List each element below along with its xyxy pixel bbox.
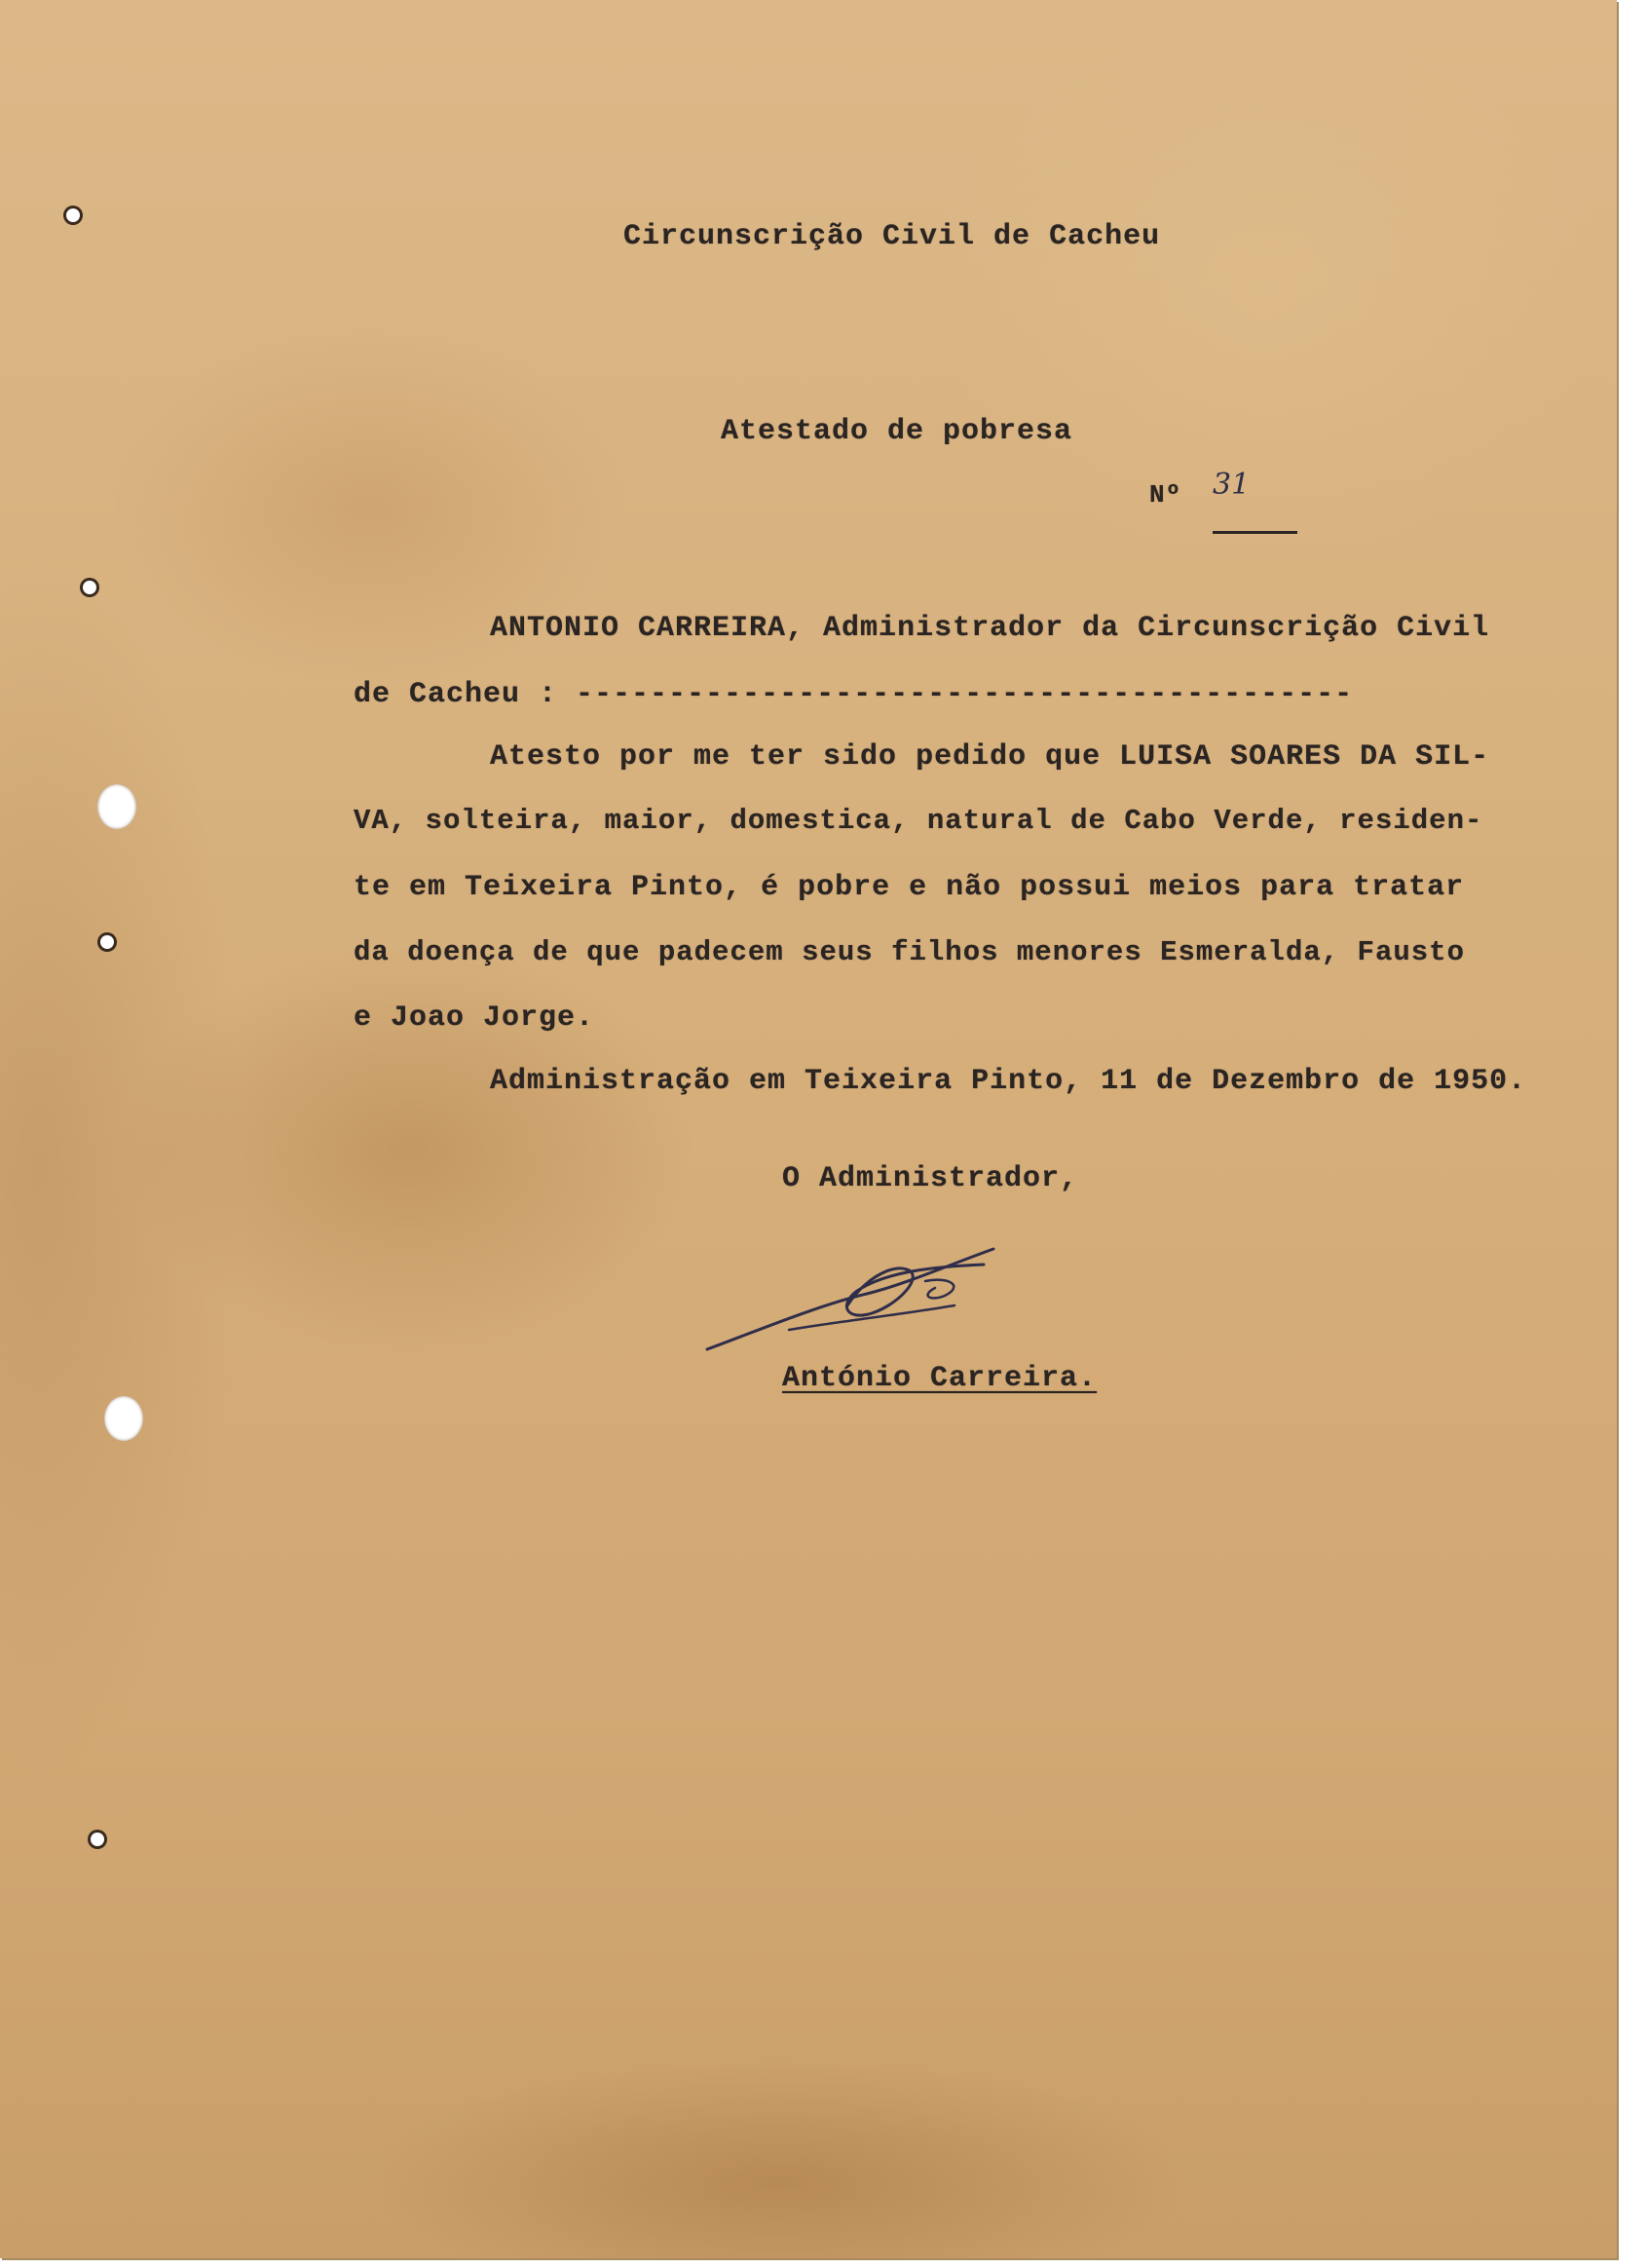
signatory-name: António Carreira. <box>782 1362 1098 1395</box>
body-line: e Joao Jorge. <box>354 1002 595 1035</box>
signature <box>701 1237 1013 1364</box>
body-line: ANTONIO CARREIRA, Administrador da Circunscrição Civil <box>490 612 1490 645</box>
document-title: Atestado de pobresa <box>721 415 1073 448</box>
binder-mark <box>91 1833 104 1846</box>
punch-hole <box>97 784 136 829</box>
binder-mark <box>83 581 96 594</box>
binder-mark <box>66 208 80 222</box>
document-header: Circunscrição Civil de Cacheu <box>623 220 1161 253</box>
body-line: Atesto por me ter sido pedido que LUISA SOARES DA SIL- <box>490 740 1490 774</box>
number-label: Nº <box>1149 480 1182 510</box>
body-line: VA, solteira, maior, domestica, natural de Cabo Verde, residen- <box>354 805 1483 837</box>
body-line: de Cacheu : ------------------------------------------ <box>354 678 1354 711</box>
punch-hole <box>104 1396 143 1441</box>
certificate-number: 31 <box>1213 468 1251 502</box>
binder-mark <box>100 935 114 949</box>
dateline: Administração em Teixeira Pinto, 11 de Dezembro de 1950. <box>490 1065 1527 1098</box>
closing: O Administrador, <box>782 1162 1079 1195</box>
body-line: da doença de que padecem seus filhos menores Esmeralda, Fausto <box>354 936 1465 968</box>
body-line: te em Teixeira Pinto, é pobre e não possui meios para tratar <box>354 871 1465 904</box>
